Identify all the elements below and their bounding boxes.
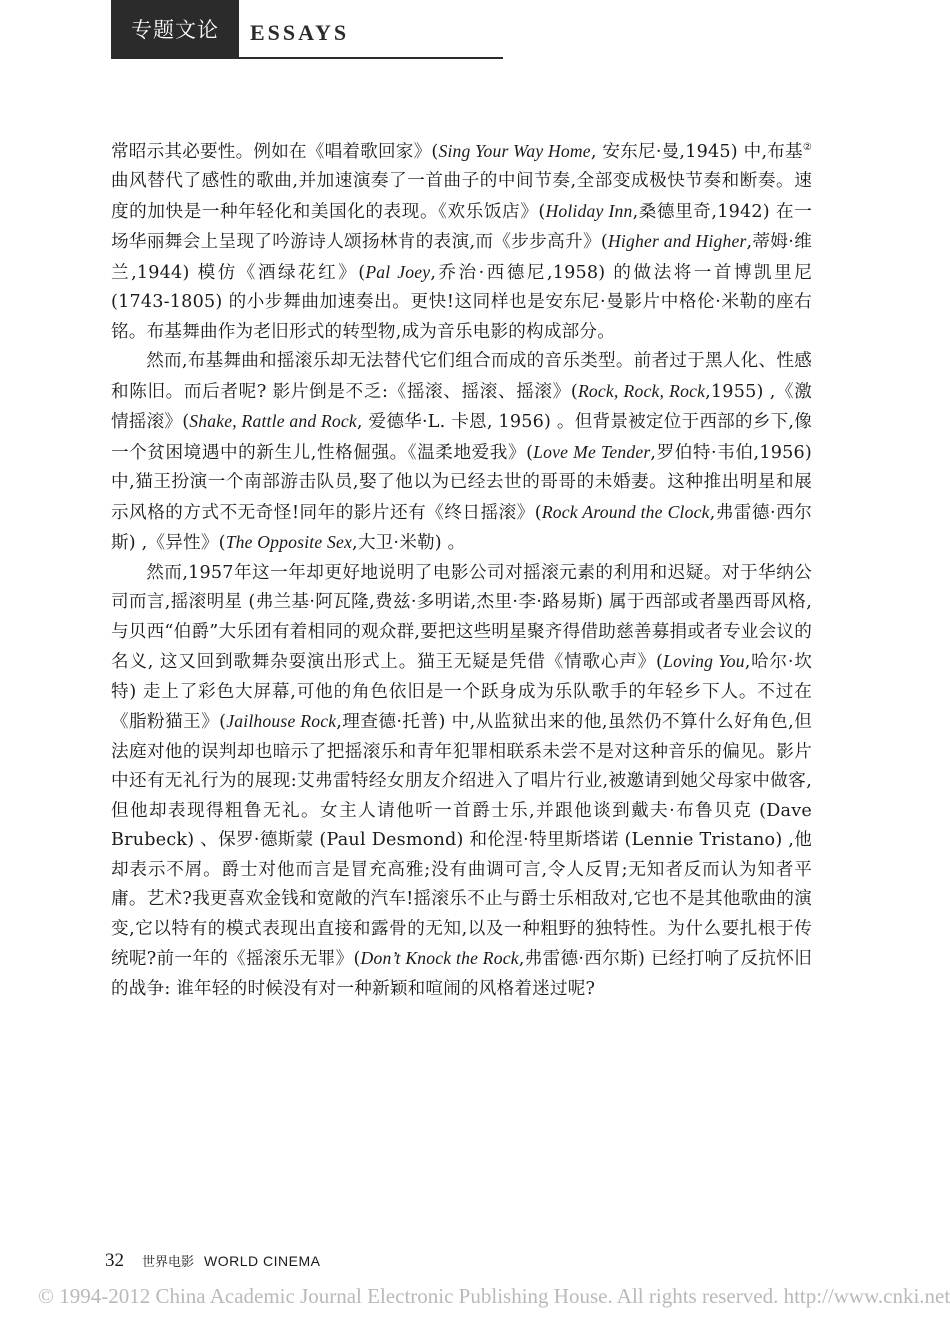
article-body: [111, 133, 812, 1004]
film-title: Holiday Inn: [545, 200, 633, 221]
film-title: Love Me Tender: [533, 441, 651, 462]
page-number: 32: [105, 1250, 124, 1271]
film-title: Sing Your Way Home: [438, 140, 591, 161]
text-run: ,乔治·西德尼,1958) 的做法将一首博凯里尼 (1743-1805) 的小步舞曲加速奏出。更快!这同样也是安东尼·曼影片中格伦·米勒的座右铭。布基舞曲作为老旧形式的转型物,成为音乐电影的构成部分。: [111, 262, 813, 342]
film-title: Loving You: [663, 651, 745, 672]
film-title: The Opposite Sex: [225, 532, 353, 553]
text-run: ,蒂姆·维兰,1944) 模仿《酒绿花红》(: [111, 232, 813, 283]
header-rule: [111, 57, 503, 59]
film-title: Don’t Knock the Rock: [360, 948, 519, 969]
section-label-cn: 专题文论: [131, 18, 219, 42]
text-run: ,弗雷德·西尔斯) ,《异性》(: [111, 502, 813, 554]
section-label-en: ESSAYS: [250, 20, 350, 45]
film-title: Shake, Rattle and Rock: [189, 411, 357, 432]
paragraph-3: [111, 559, 812, 1005]
text-run: ,理查德·托普) 中,从监狱出来的他,虽然仍不算什么好角色,但法庭对他的误判却也暗示了把摇滚乐和青年犯罪相联系未尝不是对这种音乐的偏见。影片中还有无礼行为的展现:艾弗雷特经女朋友介绍进入了唱片行业,被邀请到她父母家中做客,但他却表现得粗鲁无礼。女主人请他听一首爵士乐,并跟他谈到戴夫·布鲁贝克 (Dave Brubeck) 、保罗·德斯蒙 (Paul Desmond) 和伦涅·特里斯塔诺 (Lennie Tristano) ,他却表示不屑。爵士对他而言是冒充高雅;没有曲调可言,令人反胃;无知者反而认为知者平庸。艺术?我更喜欢金钱和宽敞的汽车!摇滚乐不止与爵士乐相敌对,它也不是其他歌曲的演变,它以特有的模式表现出直接和露骨的无知,以及一种粗野的独特性。为什么要扎根于传统呢?前一年的《摇滚乐无罪》(: [111, 712, 813, 970]
film-title: Higher and Higher: [607, 231, 747, 252]
footnote-marker: ②: [802, 142, 813, 153]
text-run: ,哈尔·坎特) 走上了彩色大屏幕,可他的角色依旧是一个跃身成为乐队歌手的年轻乡下人。不过在《脂粉猫王》(: [111, 652, 813, 733]
copyright-notice: © 1994-2012 China Academic Journal Electronic Publishing House. All rights reserved. http://www.cnki.net: [38, 1284, 950, 1308]
text-run: ,1955) ,《激情摇滚》(: [111, 381, 813, 433]
page-footer: [105, 1250, 320, 1272]
film-title: Rock, Rock, Rock: [577, 380, 706, 401]
text-run: ,大卫·米勒) 。: [352, 533, 466, 554]
paragraph-2: [111, 347, 812, 559]
paragraph-1: [111, 133, 812, 347]
text-run: 常昭示其必要性。例如在《唱着歌回家》(: [111, 141, 439, 162]
section-label: [111, 0, 239, 58]
text-run: 然而,布基舞曲和摇滚乐却无法替代它们组合而成的音乐类型。前者过于黑人化、性感和陈旧。而后者呢? 影片倒是不乏:《摇滚、摇滚、摇滚》(: [111, 351, 812, 402]
text-run: 然而,1957年这一年却更好地说明了电影公司对摇滚元素的利用和迟疑。对于华纳公司而言,摇滚明星 (弗兰基·阿瓦隆,费兹·多明诺,杰里·李·路易斯) 属于西部或者墨西哥风格,与贝西“伯爵”大乐团有着相同的观众群,要把这些明星聚齐得借助慈善募捐或者专业会议的名义, 这又回到歌舞杂耍演出形式上。猫王无疑是凭借《情歌心声》(: [111, 562, 812, 673]
text-run: , 安东尼·曼,1945) 中,布基: [590, 141, 803, 162]
journal-name-en: WORLD CINEMA: [204, 1253, 321, 1269]
film-title: Pal Joey: [365, 261, 431, 282]
text-run: ,罗伯特·韦伯,1956) 中,猫王扮演一个南部游击队员,娶了他以为已经去世的哥哥的未婚妻。这种推出明星和展示风格的方式不无奇怪!同年的影片还有《终日摇滚》(: [111, 442, 812, 523]
journal-name-cn: 世界电影: [142, 1255, 195, 1270]
text-run: ,桑德里奇,1942) 在一场华丽舞会上呈现了吟游诗人颂扬林肯的表演,而《步步高升》(: [111, 201, 813, 253]
film-title: Rock Around the Clock: [541, 501, 710, 522]
text-run: ,弗雷德·西尔斯) 已经打响了反抗怀旧的战争: 谁年轻的时候没有对一种新颖和喧闹的风格着迷过呢?: [111, 949, 812, 999]
text-run: , 爱德华·L. 卡恩, 1956) 。但背景被定位于西部的乡下,像一个贫困境遇中的新生儿,性格倔强。《温柔地爱我》(: [111, 412, 812, 463]
film-title: Jailhouse Rock: [226, 711, 337, 732]
text-run: 曲风替代了感性的歌曲,并加速演奏了一首曲子的中间节奏,全部变成极快节奏和断奏。速度的加快是一种年轻化和美国化的表现。《欢乐饭店》(: [111, 171, 812, 222]
